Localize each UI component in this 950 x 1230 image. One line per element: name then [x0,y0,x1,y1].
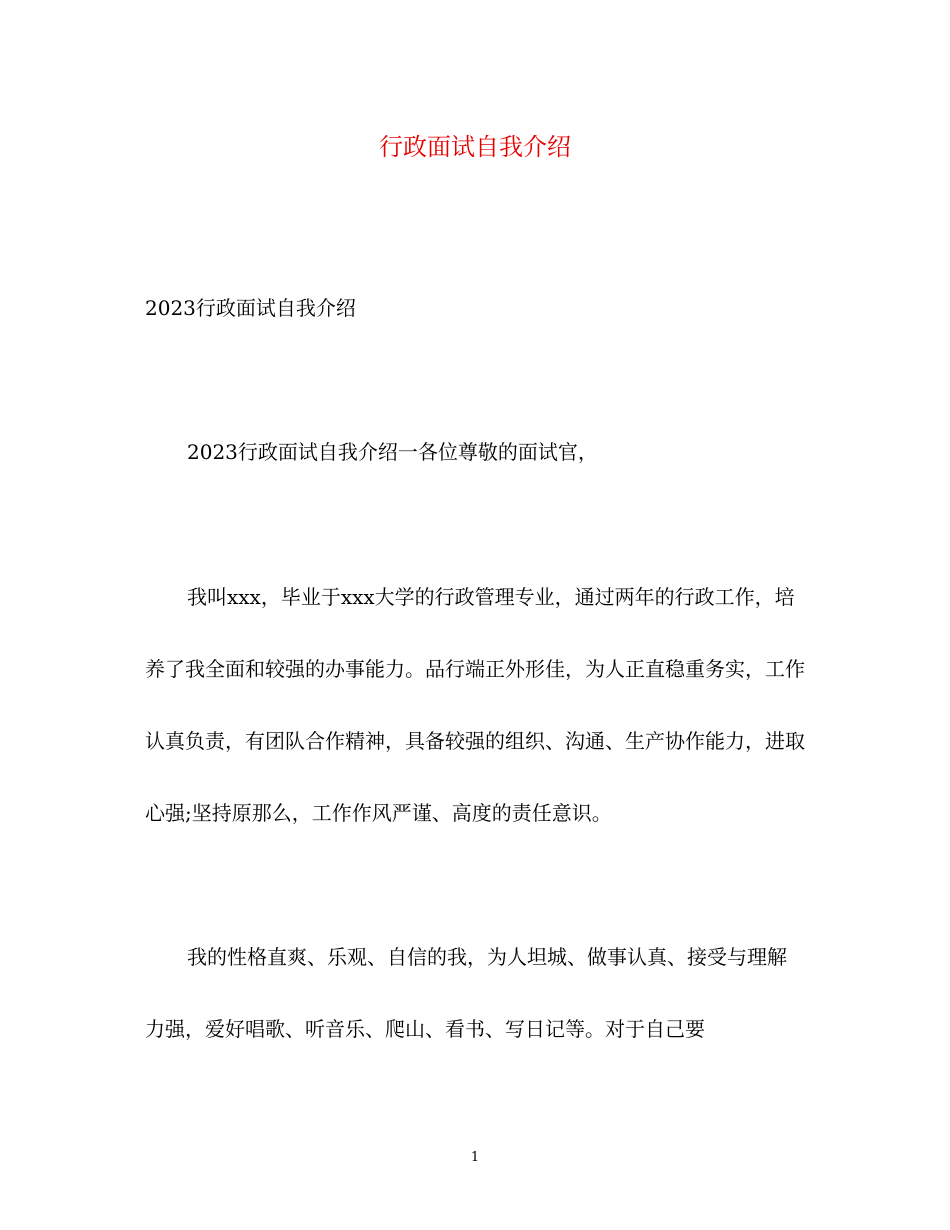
body-paragraph-2: 我的性格直爽、乐观、自信的我，为人坦城、做事认真、接受与理解力强，爱好唱歌、听音乐、爬山、看书、写日记等。对于自己要 [145,945,787,1041]
body-paragraph-1: 我叫xxx，毕业于xxx大学的行政管理专业，通过两年的行政工作，培养了我全面和较强的办事能力。品行端正外形佳，为人正直稳重务实，工作认真负责，有团队合作精神，具备较强的组织、沟通、生产协作能力，进取心强;坚持原那么，工作作风严谨、高度的责任意识。 [145,585,805,825]
document-title: 行政面试自我介绍 [379,133,571,161]
document-subtitle: 2023行政面试自我介绍 [145,296,356,320]
page-number: 1 [470,1150,480,1165]
greeting-line: 2023行政面试自我介绍一各位尊敬的面试官， [187,440,598,464]
